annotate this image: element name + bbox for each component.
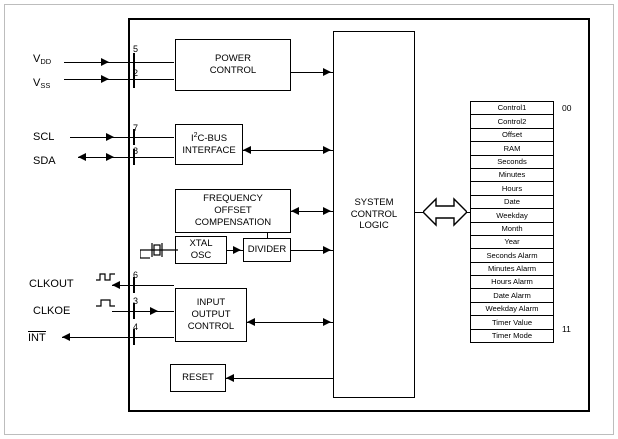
block-frequency-offset-compensation-label: FREQUENCY OFFSET COMPENSATION bbox=[194, 193, 272, 228]
arrow-logic-to-i2c bbox=[243, 146, 251, 154]
table-row bbox=[471, 142, 554, 155]
wire-clkout bbox=[112, 285, 174, 286]
pin-number-3: 3 bbox=[133, 296, 139, 306]
block-system-control-logic-label: SYSTEM CONTROL LOGIC bbox=[350, 196, 398, 232]
pin-number-7: 7 bbox=[133, 123, 139, 133]
block-input-output-control-label: INPUT OUTPUT CONTROL bbox=[187, 297, 235, 332]
pin-number-8: 8 bbox=[133, 146, 139, 156]
register-cell: RAM bbox=[471, 142, 554, 155]
table-row bbox=[471, 276, 554, 289]
table-row bbox=[471, 329, 554, 342]
arrow-io-to-logic bbox=[323, 318, 331, 326]
arrow-power-to-logic bbox=[323, 68, 331, 76]
register-map-table bbox=[470, 101, 554, 343]
pin-number-6: 6 bbox=[133, 270, 139, 280]
arrow-divider-to-logic bbox=[323, 246, 331, 254]
register-cell: Date Alarm bbox=[471, 289, 554, 302]
pin-number-4: 4 bbox=[133, 322, 139, 332]
table-row bbox=[471, 235, 554, 248]
register-start-address: 00 bbox=[562, 103, 572, 113]
register-cell: Weekday Alarm bbox=[471, 302, 554, 315]
register-cell: Seconds Alarm bbox=[471, 249, 554, 262]
table-row bbox=[471, 222, 554, 235]
arrow-xtal-to-divider bbox=[233, 246, 241, 254]
signal-label-sda: SDA bbox=[33, 155, 56, 167]
register-cell: Minutes bbox=[471, 168, 554, 181]
wire-vdd bbox=[64, 62, 174, 63]
table-row bbox=[471, 128, 554, 141]
block-divider-label: DIVIDER bbox=[247, 244, 287, 256]
register-cell: Timer Value bbox=[471, 316, 554, 329]
table-row bbox=[471, 262, 554, 275]
arrow-sda-in bbox=[106, 153, 114, 161]
signal-label-vdd: $V_{DD}$ bbox=[33, 53, 52, 66]
signal-label-int: INT bbox=[28, 332, 46, 344]
register-cell: Seconds bbox=[471, 155, 554, 168]
register-cell: Control1 bbox=[471, 102, 554, 115]
register-cell: Hours bbox=[471, 182, 554, 195]
block-input-output-control bbox=[175, 288, 247, 342]
register-cell: Weekday bbox=[471, 209, 554, 222]
block-frequency-offset-compensation bbox=[175, 189, 291, 233]
pin-bar-4 bbox=[133, 329, 135, 345]
bidirectional-bus-arrow-icon bbox=[423, 196, 467, 228]
wire-clkoe bbox=[112, 311, 174, 312]
block-power-control bbox=[175, 39, 291, 91]
arrow-sda-out bbox=[78, 153, 86, 161]
table-row bbox=[471, 182, 554, 195]
arrow-i2c-to-logic bbox=[323, 146, 331, 154]
register-map-body bbox=[471, 102, 554, 343]
register-cell: Timer Mode bbox=[471, 329, 554, 342]
table-row bbox=[471, 209, 554, 222]
pin-bar-8 bbox=[133, 149, 135, 165]
wire-io-to-logic bbox=[247, 322, 333, 323]
crystal-symbol-icon bbox=[140, 238, 178, 262]
wire-divider-to-foc bbox=[267, 233, 268, 239]
block-i2c-bus-interface-label: $I^2C$-BUS INTERFACE bbox=[182, 132, 236, 157]
wire-vss bbox=[64, 79, 174, 80]
block-power-control-label: POWER CONTROL bbox=[209, 53, 257, 76]
signal-label-scl: SCL bbox=[33, 131, 55, 143]
wire-i2c-to-logic bbox=[243, 150, 333, 151]
table-row bbox=[471, 249, 554, 262]
arrow-vdd-in bbox=[101, 58, 109, 66]
block-reset-label: RESET bbox=[182, 372, 214, 384]
block-i2c-bus-interface bbox=[175, 124, 243, 165]
pin-bar-5 bbox=[133, 53, 135, 71]
arrow-foc-to-logic bbox=[323, 207, 331, 215]
block-divider bbox=[243, 238, 291, 262]
wire-logic-to-bus bbox=[415, 212, 424, 213]
signal-label-vss: $V_{SS}$ bbox=[33, 77, 51, 90]
block-system-control-logic bbox=[333, 31, 415, 398]
table-row bbox=[471, 289, 554, 302]
arrow-int-out bbox=[62, 333, 70, 341]
register-cell: Offset bbox=[471, 128, 554, 141]
wire-logic-to-reset bbox=[226, 378, 333, 379]
block-xtal-osc bbox=[175, 236, 227, 264]
signal-label-clkout: CLKOUT bbox=[29, 278, 74, 290]
signal-label-clkoe: CLKOE bbox=[33, 305, 71, 317]
wire-int bbox=[62, 337, 174, 338]
table-row bbox=[471, 195, 554, 208]
register-cell: Date bbox=[471, 195, 554, 208]
table-row bbox=[471, 155, 554, 168]
register-cell: Month bbox=[471, 222, 554, 235]
wire-sda bbox=[78, 157, 174, 158]
table-row bbox=[471, 102, 554, 115]
clkoe-waveform-icon bbox=[96, 298, 116, 308]
arrow-scl-in bbox=[106, 133, 114, 141]
register-cell: Minutes Alarm bbox=[471, 262, 554, 275]
arrow-logic-to-foc bbox=[291, 207, 299, 215]
arrow-clkoe-in bbox=[150, 307, 158, 315]
pin-bar-3 bbox=[133, 303, 135, 319]
table-row bbox=[471, 115, 554, 128]
arrow-vss-in bbox=[101, 75, 109, 83]
pin-number-5: 5 bbox=[133, 44, 139, 54]
pin-bar-7 bbox=[133, 129, 135, 145]
pin-number-2: 2 bbox=[133, 68, 139, 78]
register-cell: Year bbox=[471, 235, 554, 248]
pin-bar-6 bbox=[133, 277, 135, 293]
register-cell: Hours Alarm bbox=[471, 276, 554, 289]
clkout-waveform-icon bbox=[96, 272, 116, 282]
arrow-logic-to-io bbox=[247, 318, 255, 326]
block-xtal-osc-label: XTAL OSC bbox=[189, 238, 213, 261]
arrow-logic-to-reset bbox=[226, 374, 234, 382]
table-row bbox=[471, 168, 554, 181]
block-reset bbox=[170, 364, 226, 392]
table-row bbox=[471, 302, 554, 315]
pin-bar-2 bbox=[133, 70, 135, 88]
wire-scl bbox=[70, 137, 174, 138]
table-row bbox=[471, 316, 554, 329]
register-end-address: 11 bbox=[562, 324, 571, 334]
register-cell: Control2 bbox=[471, 115, 554, 128]
